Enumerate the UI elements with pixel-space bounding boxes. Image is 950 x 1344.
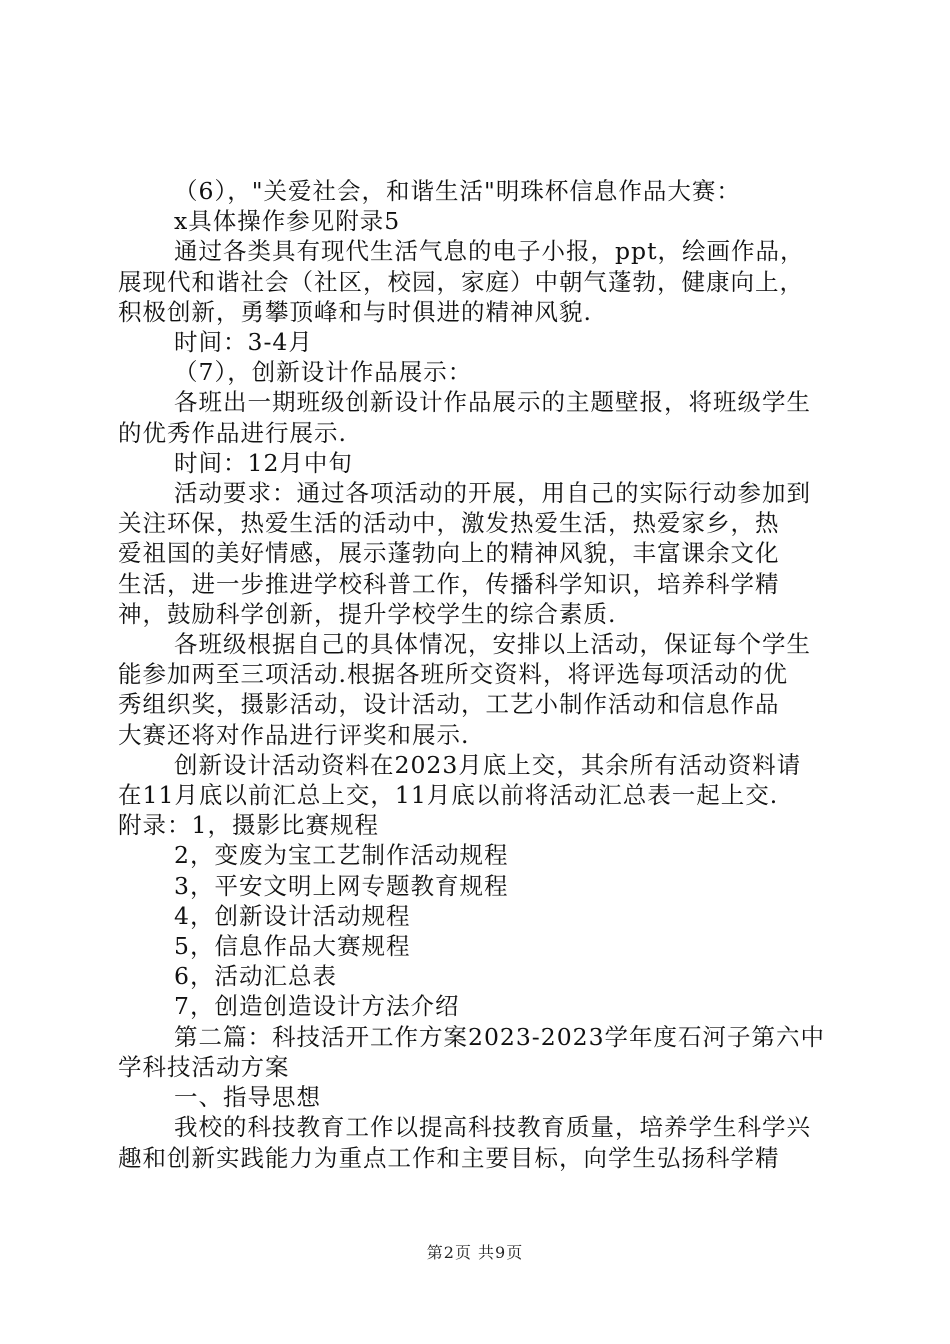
text-line: 6，活动汇总表	[174, 962, 337, 991]
text-line: （6），"关爱社会，和谐生活"明珠杯信息作品大赛：	[174, 177, 741, 205]
text-line: 的优秀作品进行展示.	[118, 418, 347, 447]
text-line: 大赛还将对作品进行评奖和展示.	[118, 720, 470, 749]
text-line: 各班级根据自己的具体情况，安排以上活动，保证每个学生	[174, 630, 811, 659]
text-line: 附录：1，摄影比赛规程	[118, 811, 379, 840]
document-body	[118, 176, 840, 1173]
text-line: 一、指导思想	[174, 1083, 321, 1112]
text-line: 能参加两至三项活动.根据各班所交资料，将评选每项活动的优	[118, 660, 788, 689]
text-line: x具体操作参见附录5	[174, 207, 401, 236]
text-line: 各班出一期班级创新设计作品展示的主题壁报，将班级学生	[174, 388, 811, 417]
text-line: 趣和创新实践能力为重点工作和主要目标，向学生弘扬科学精	[118, 1143, 780, 1172]
text-line: 爱祖国的美好情感，展示蓬勃向上的精神风貌，丰富课余文化	[118, 539, 780, 568]
text-line: 我校的科技教育工作以提高科技教育质量，培养学生科学兴	[174, 1113, 811, 1142]
text-line: 7，创造创造设计方法介绍	[174, 992, 460, 1021]
text-line: 活动要求：通过各项活动的开展，用自己的实际行动参加到	[174, 479, 811, 508]
text-line: 通过各类具有现代生活气息的电子小报，ppt，绘画作品，	[174, 237, 805, 266]
text-line: 4，创新设计活动规程	[174, 901, 411, 930]
text-line: 第二篇：科技活开工作方案2023-2023学年度石河子第六中	[174, 1022, 826, 1051]
text-line: 在11月底以前汇总上交，11月底以前将活动汇总表一起上交.	[118, 781, 779, 810]
text-line: 时间：12月中旬	[174, 448, 353, 477]
text-line: （7），创新设计作品展示：	[174, 358, 473, 387]
text-line: 积极创新，勇攀顶峰和与时俱进的精神风貌.	[118, 297, 592, 326]
text-line: 5，信息作品大赛规程	[174, 932, 411, 961]
text-line: 3，平安文明上网专题教育规程	[174, 871, 509, 900]
text-line: 展现代和谐社会（社区，校园，家庭）中朝气蓬勃，健康向上，	[118, 267, 804, 296]
text-line: 创新设计活动资料在2023月底上交，其余所有活动资料请	[174, 750, 802, 779]
text-line: 时间：3-4月	[174, 328, 313, 357]
text-line: 关注环保，热爱生活的活动中，激发热爱生活，热爱家乡，热	[118, 509, 780, 538]
text-line: 学科技活动方案	[118, 1052, 290, 1081]
text-line: 2，变废为宝工艺制作活动规程	[174, 841, 509, 870]
text-line: 秀组织奖，摄影活动，设计活动，工艺小制作活动和信息作品	[118, 690, 780, 719]
page-footer: 第2页 共9页	[426, 1243, 524, 1262]
text-line: 神，鼓励科学创新，提升学校学生的综合素质.	[118, 599, 617, 628]
text-line: 生活，进一步推进学校科普工作，传播科学知识，培养科学精	[118, 569, 780, 598]
